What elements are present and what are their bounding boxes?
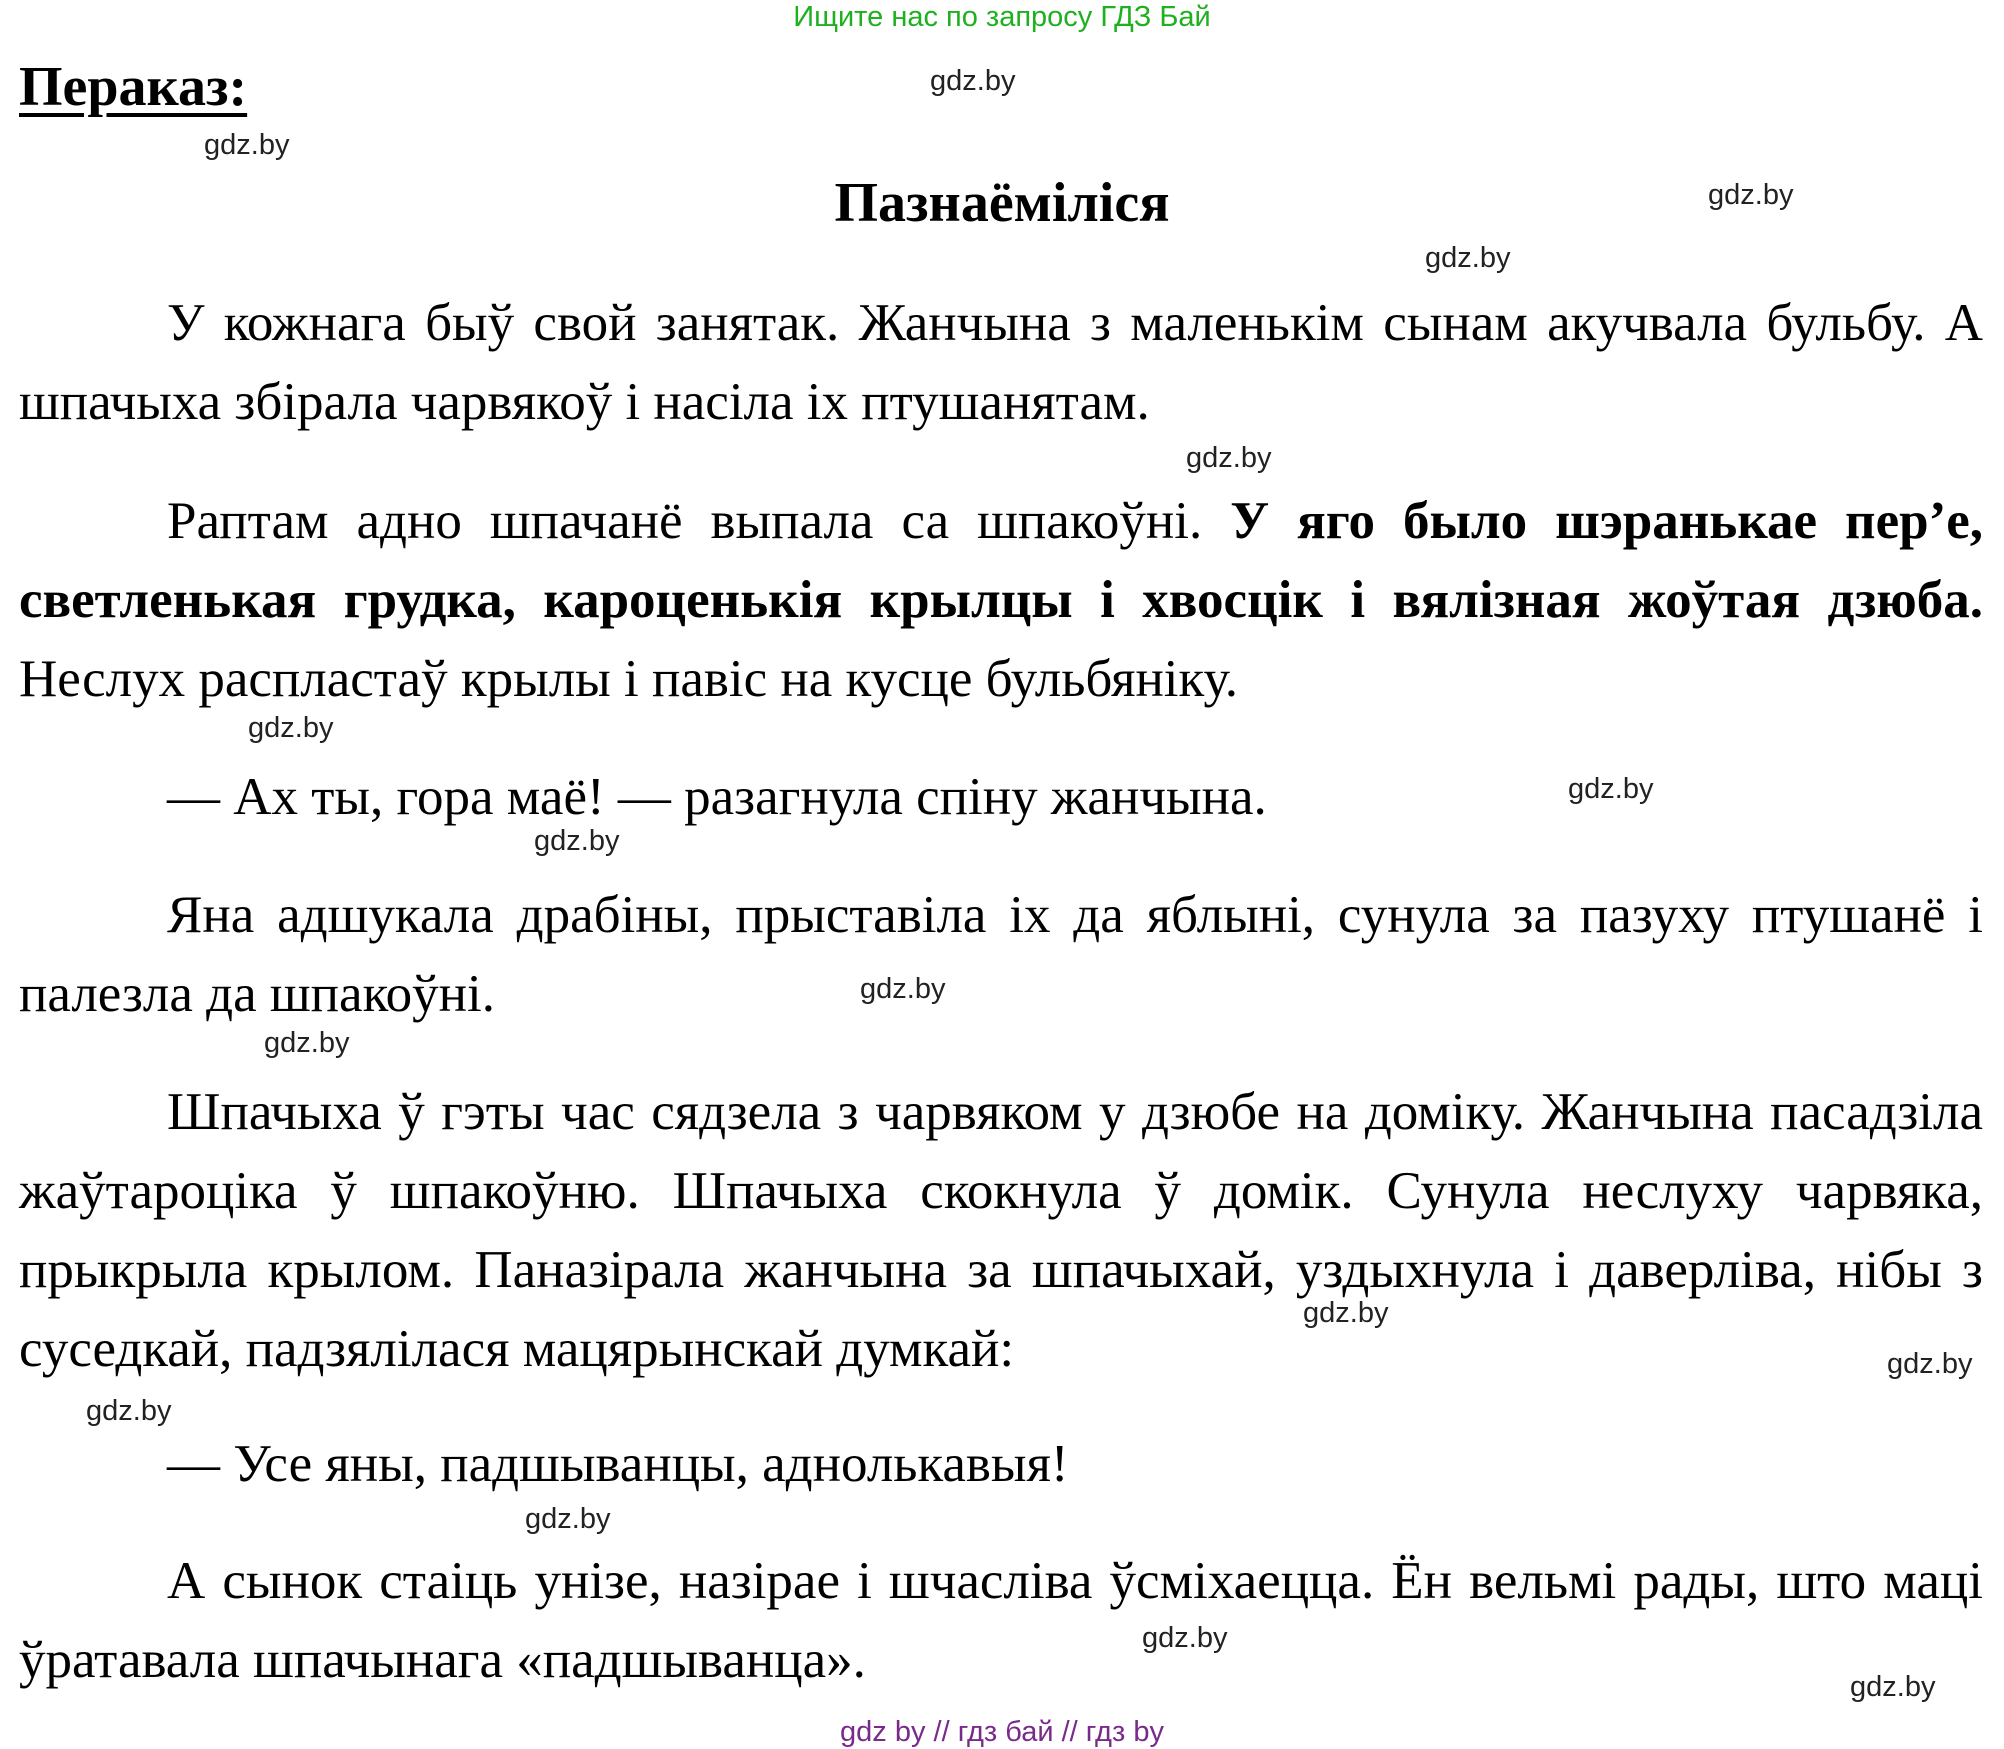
watermark: gdz.by [204,129,290,161]
watermark: gdz.by [264,1027,350,1059]
watermark: gdz.by [86,1395,172,1427]
para-4-text: Яна адшукала драбіны, прыставіла іх да яблыні, сунула за пазуху птушанё і палезла да шпакоўні. [19,886,1983,1023]
para-2-bold: У яго было шэранькае пер’е, светленькая грудка, кароценькія крылцы і хвосцік і вялізная жоўтая дзюба. [19,492,1984,629]
story-title: Пазнаёміліся [834,172,1170,234]
para-2-start: Раптам адно шпачанё выпала са шпакоўні. [167,492,1231,550]
top-banner: Ищите нас по запросу ГДЗ Бай [793,1,1211,33]
watermark: gdz.by [1850,1671,1936,1703]
para-2-text [19,482,1983,719]
watermark: gdz.by [860,973,946,1005]
watermark: gdz.by [1186,442,1272,474]
para-3-text: — Ах ты, гора маё! — разагнула спіну жанчына. [167,768,1267,826]
watermark: gdz.by [1142,1622,1228,1654]
para-6-text: — Усе яны, падшыванцы, аднолькавыя! [167,1435,1069,1493]
watermark: gdz.by [534,825,620,857]
retelling-heading: Пераказ: [19,56,248,118]
watermark: gdz.by [1303,1297,1389,1329]
watermark: gdz.by [1568,773,1654,805]
para-4 [19,876,1983,1034]
para-6 [19,1425,1983,1504]
watermark: gdz.by [1425,242,1511,274]
para-5-text: Шпачыха ў гэты час сядзела з чарвяком у дзюбе на доміку. Жанчына пасадзіла жаўтароціка ў шпакоўню. Шпачыха скокнула ў домік. Сунула неслуху чарвяка, прыкрыла крылом. Паназірала жанчына за шпачыхай, уздыхнула і даверліва, нібы з суседкай, падзялілася мацярынскай думкай: [19,1083,1983,1378]
para-7 [19,1542,1983,1700]
watermark: gdz.by [1708,179,1794,211]
watermark: gdz.by [930,65,1016,97]
para-2-end: Неслух распластаў крылы і павіс на кусце бульбяніку. [19,650,1238,708]
watermark: gdz.by [248,712,334,744]
para-7-text: А сынок стаіць унізе, назірае і шчасліва ўсміхаецца. Ён вельмі рады, што маці ўратавала шпачынага «падшыванца». [19,1552,1983,1689]
para-3 [19,758,1983,837]
footer-links: gdz by // гдз бай // гдз by [840,1716,1164,1748]
watermark: gdz.by [525,1503,611,1535]
watermark: gdz.by [1887,1348,1973,1380]
para-1-text: У кожнага быў свой занятак. Жанчына з маленькім сынам акучвала бульбу. А шпачыха збірала чарвякоў і насіла іх птушанятам. [19,294,1983,431]
para-2 [19,482,1983,719]
para-5 [19,1073,1983,1389]
para-1 [19,284,1983,442]
